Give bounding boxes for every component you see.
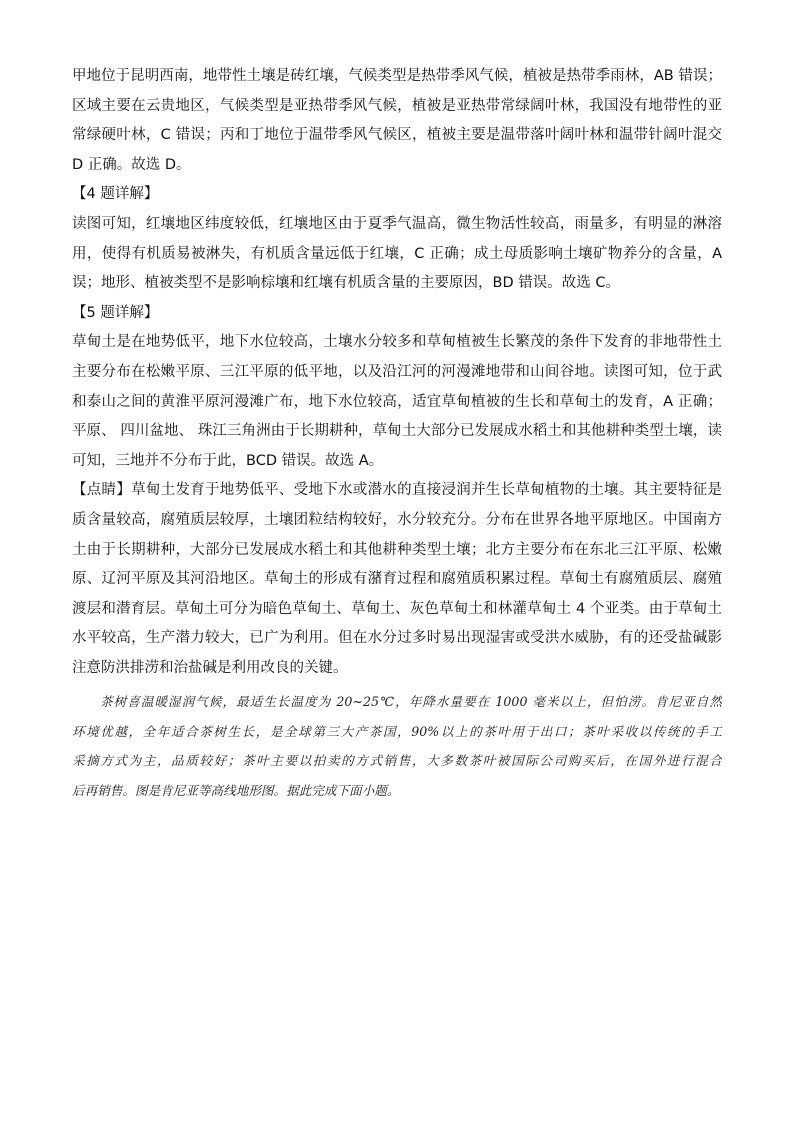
- paragraph-line: 区域主要在云贵地区，气候类型是亚热带季风气候，植被是亚热带常绿阔叶林，我国没有地带性的亚: [72, 97, 722, 114]
- paragraph-line: 平原、 四川盆地、 珠江三角洲由于长期耕种，草甸土大部分已发展成水稻土和其他耕种类型土壤，读: [72, 423, 722, 440]
- paragraph-line: 甲地位于昆明西南，地带性土壤是砖红壤，气候类型是热带季风气候，植被是热带季雨林，AB 错误；: [72, 68, 722, 84]
- section-heading-q5: 【5 题详解】: [72, 304, 159, 321]
- paragraph-line: 用，使得有机质易被淋失，有机质含量远低于红壤，C 正确；成土母质影响土壤矿物养分的含量，A: [72, 245, 722, 262]
- paragraph-line: 主要分布在松嫩平原、三江平原的低平地，以及沿江河的河漫滩地带和山间谷地。读图可知，位于武: [72, 363, 722, 380]
- paragraph-line: 土由于长期耕种，大部分已发展成水稻土和其他耕种类型土壤；北方主要分布在东北三江平原、松嫩: [72, 541, 722, 558]
- paragraph-line: 注意防洪排涝和治盐碱是利用改良的关键。: [72, 659, 348, 676]
- answer-explanations: [72, 62, 722, 805]
- key-point-line: 【点睛】草甸土发育于地势低平、受地下水或潜水的直接浸润并生长草甸植物的土壤。其主要特征是: [72, 482, 722, 499]
- reading-passage: [72, 687, 722, 805]
- paragraph-line: 可知，三地并不分布于此，BCD 错误。故选 A。: [72, 452, 384, 469]
- passage-line: 环境优越，全年适合茶树生长，是全球第三大产茶国，90%以上的茶叶用于出口；茶叶采收以传统的手工: [72, 723, 722, 739]
- paragraph-line: 原、辽河平原及其河沿地区。草甸土的形成有潴育过程和腐殖质积累过程。草甸土有腐殖质层、腐殖: [72, 571, 722, 588]
- passage-line: 后再销售。图是肯尼亚等高线地形图。据此完成下面小题。: [72, 782, 400, 798]
- passage-line: 茶树喜温暖湿润气候，最适生长温度为 20~25℃，年降水量要在 1000 毫米以上，但怕涝。肯尼亚自然: [100, 694, 722, 710]
- paragraph-line: 质含量较高，腐殖质层较厚，土壤团粒结构较好，水分较充分。分布在世界各地平原地区。中国南方: [72, 511, 722, 528]
- paragraph-line: 水平较高，生产潜力较大，已广为利用。但在水分过多时易出现湿害或受洪水威胁，有的还受盐碱影: [72, 630, 722, 647]
- paragraph-line: 渡层和潜育层。草甸土可分为暗色草甸土、草甸土、灰色草甸土和林灌草甸土 4 个亚类。由于草甸土: [72, 600, 722, 617]
- paragraph-line: 误；地形、植被类型不是影响棕壤和红壤有机质含量的主要原因，BD 错误。故选 C。: [72, 275, 620, 292]
- section-heading-q4: 【4 题详解】: [72, 186, 159, 203]
- paragraph-line: 读图可知，红壤地区纬度较低，红壤地区由于夏季气温高，微生物活性较高，雨量多，有明显的淋溶: [72, 215, 722, 232]
- paragraph-line: 草甸土是在地势低平，地下水位较高，土壤水分较多和草甸植被生长繁茂的条件下发育的非地带性土: [72, 334, 722, 351]
- paragraph-line: D 正确。故选 D。: [72, 156, 191, 173]
- paragraph-line: 常绿硬叶林，C 错误；丙和丁地位于温带季风气候区，植被主要是温带落叶阔叶林和温带针阔叶混交: [72, 127, 722, 144]
- paragraph-line: 和泰山之间的黄淮平原河漫滩广布，地下水位较高，适宜草甸植被的生长和草甸土的发育，A 正确；: [72, 393, 722, 410]
- passage-line: 采摘方式为主，品质较好；茶叶主要以拍卖的方式销售，大多数茶叶被国际公司购买后，在国外进行混合: [72, 753, 722, 769]
